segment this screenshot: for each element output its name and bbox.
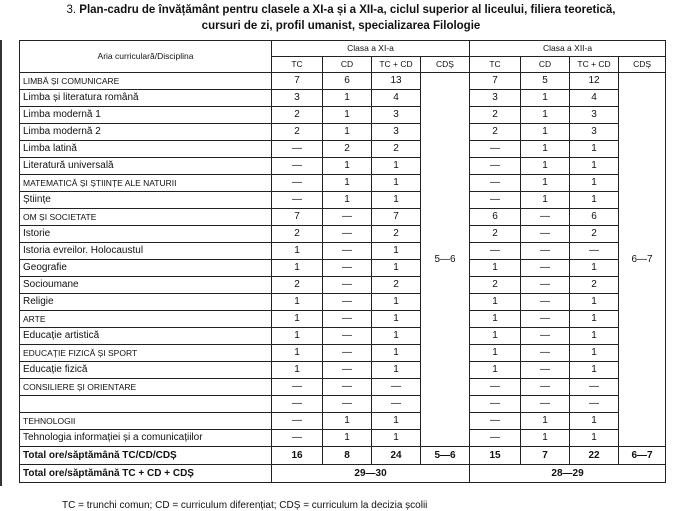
- hours-cell: 2: [372, 226, 421, 243]
- table-row: [20, 192, 666, 209]
- hours-cell: —: [372, 396, 421, 413]
- hours-cell: 1: [570, 260, 619, 277]
- table-row: [20, 141, 666, 158]
- hours-cell: 1: [372, 345, 421, 362]
- hours-cell: 1: [323, 107, 372, 124]
- page-title: [0, 2, 682, 34]
- hours-cell: 3: [272, 90, 323, 107]
- table-row: [20, 362, 666, 379]
- table-row: [20, 260, 666, 277]
- discipline-name: CONSILIERE ȘI ORIENTARE: [20, 379, 272, 396]
- hours-cell: 3: [570, 124, 619, 141]
- hours-cell: —: [570, 243, 619, 260]
- hours-cell: 1: [272, 311, 323, 328]
- total-cell: 5—6: [421, 447, 470, 465]
- title-line-2: cursuri de zi, profil umanist, specializarea Filologie: [201, 20, 481, 32]
- table-row: [20, 226, 666, 243]
- hours-cell: 1: [570, 175, 619, 192]
- discipline-name: Istoria evreilor. Holocaustul: [20, 243, 272, 260]
- curriculum-table: [19, 40, 666, 483]
- total-row-breakdown: [20, 447, 666, 465]
- hours-cell: 2: [372, 141, 421, 158]
- hours-cell: 1: [323, 90, 372, 107]
- table-row: [20, 175, 666, 192]
- hours-cell: —: [521, 260, 570, 277]
- table-row: [20, 124, 666, 141]
- hours-cell: —: [470, 413, 521, 430]
- total-cell: 16: [272, 447, 323, 465]
- hours-cell: 1: [372, 413, 421, 430]
- table-row: [20, 311, 666, 328]
- table-row: [20, 209, 666, 226]
- hours-cell: —: [521, 209, 570, 226]
- hours-cell: 1: [272, 362, 323, 379]
- hours-cell: 1: [470, 294, 521, 311]
- discipline-name: Limba latină: [20, 141, 272, 158]
- hours-cell: —: [470, 430, 521, 447]
- hours-cell: —: [323, 328, 372, 345]
- discipline-name: [20, 396, 272, 413]
- hours-cell: —: [323, 396, 372, 413]
- hours-cell: —: [521, 277, 570, 294]
- total-cell: 24: [372, 447, 421, 465]
- table-row: [20, 294, 666, 311]
- hours-cell: 1: [521, 192, 570, 209]
- table-row: [20, 379, 666, 396]
- hours-cell: —: [470, 192, 521, 209]
- hours-cell: 1: [323, 175, 372, 192]
- hours-cell: 2: [470, 277, 521, 294]
- hours-cell: 2: [470, 226, 521, 243]
- total-cell: 8: [323, 447, 372, 465]
- discipline-name: Religie: [20, 294, 272, 311]
- hours-cell: —: [272, 141, 323, 158]
- hours-cell: 2: [272, 107, 323, 124]
- hours-cell: 6: [323, 73, 372, 90]
- hours-cell: 3: [570, 107, 619, 124]
- table-row: [20, 243, 666, 260]
- header-col-tc-cd: TC + CD: [570, 57, 619, 73]
- hours-cell: 1: [372, 430, 421, 447]
- hours-cell: —: [323, 345, 372, 362]
- hours-cell: —: [470, 158, 521, 175]
- hours-cell: 1: [570, 192, 619, 209]
- hours-cell: 1: [570, 362, 619, 379]
- hours-cell: 1: [521, 430, 570, 447]
- hours-cell: —: [521, 294, 570, 311]
- hours-cell: 1: [570, 294, 619, 311]
- total-cell: 6—7: [619, 447, 666, 465]
- hours-cell: —: [470, 379, 521, 396]
- total-cell: 7: [521, 447, 570, 465]
- hours-cell: 1: [470, 345, 521, 362]
- hours-cell: 3: [372, 124, 421, 141]
- hours-cell: 1: [521, 107, 570, 124]
- hours-cell: —: [323, 294, 372, 311]
- hours-cell: 1: [372, 328, 421, 345]
- header-class-12: Clasa a XII-a: [470, 41, 666, 57]
- header-col-cd: CD: [521, 57, 570, 73]
- hours-cell: —: [470, 141, 521, 158]
- hours-cell: —: [323, 260, 372, 277]
- hours-cell: 6: [570, 209, 619, 226]
- discipline-name: Tehnologia informației și a comunicațiilor: [20, 430, 272, 447]
- hours-cell: 1: [372, 311, 421, 328]
- hours-cell: 1: [372, 243, 421, 260]
- total-cell: 15: [470, 447, 521, 465]
- hours-cell: —: [521, 311, 570, 328]
- hours-cell: —: [272, 192, 323, 209]
- hours-cell: 2: [372, 277, 421, 294]
- hours-cell: —: [323, 311, 372, 328]
- cds-class-11: 5—6: [421, 73, 470, 447]
- hours-cell: —: [570, 396, 619, 413]
- hours-cell: 1: [570, 413, 619, 430]
- hours-cell: —: [521, 328, 570, 345]
- hours-cell: 1: [372, 362, 421, 379]
- hours-cell: 2: [272, 277, 323, 294]
- hours-cell: 1: [272, 294, 323, 311]
- hours-cell: 1: [323, 158, 372, 175]
- hours-cell: 2: [323, 141, 372, 158]
- hours-cell: 12: [570, 73, 619, 90]
- hours-cell: 1: [323, 413, 372, 430]
- hours-cell: 1: [521, 124, 570, 141]
- hours-cell: 1: [272, 328, 323, 345]
- table-row: [20, 396, 666, 413]
- hours-cell: —: [323, 226, 372, 243]
- hours-cell: 6: [470, 209, 521, 226]
- hours-cell: 1: [470, 328, 521, 345]
- hours-cell: 5: [521, 73, 570, 90]
- hours-cell: —: [323, 209, 372, 226]
- hours-cell: 1: [521, 90, 570, 107]
- hours-cell: 1: [521, 175, 570, 192]
- discipline-name: Limba și literatura română: [20, 90, 272, 107]
- discipline-name: ARTE: [20, 311, 272, 328]
- hours-cell: 1: [570, 328, 619, 345]
- hours-cell: 1: [570, 158, 619, 175]
- table-row: [20, 413, 666, 430]
- hours-cell: 2: [470, 107, 521, 124]
- hours-cell: —: [521, 362, 570, 379]
- hours-cell: —: [272, 413, 323, 430]
- discipline-name: Istorie: [20, 226, 272, 243]
- hours-cell: 1: [570, 430, 619, 447]
- hours-cell: 2: [272, 226, 323, 243]
- header-col-cds: CDȘ: [619, 57, 666, 73]
- discipline-name: MATEMATICĂ ȘI ȘTIINȚE ALE NATURII: [20, 175, 272, 192]
- total-label: Total ore/săptămână TC + CD + CDȘ: [20, 465, 272, 483]
- table-row: [20, 107, 666, 124]
- hours-cell: 3: [470, 90, 521, 107]
- hours-cell: —: [272, 158, 323, 175]
- hours-cell: 3: [372, 107, 421, 124]
- hours-cell: —: [470, 396, 521, 413]
- hours-cell: 1: [272, 345, 323, 362]
- discipline-name: LIMBĂ ȘI COMUNICARE: [20, 73, 272, 90]
- hours-cell: —: [470, 175, 521, 192]
- discipline-name: Literatură universală: [20, 158, 272, 175]
- hours-cell: 1: [521, 141, 570, 158]
- header-area: Aria curriculară/Disciplina: [20, 41, 272, 73]
- hours-cell: 7: [272, 209, 323, 226]
- hours-cell: —: [521, 243, 570, 260]
- hours-cell: 7: [470, 73, 521, 90]
- hours-cell: —: [323, 379, 372, 396]
- footnote: TC = trunchi comun; CD = curriculum diferențiat; CDȘ = curriculum la decizia școlii: [62, 500, 428, 511]
- hours-cell: 7: [272, 73, 323, 90]
- hours-cell: 1: [372, 175, 421, 192]
- header-col-tc: TC: [272, 57, 323, 73]
- page-edge-bar: [0, 40, 2, 486]
- table-row: [20, 90, 666, 107]
- hours-cell: —: [272, 379, 323, 396]
- hours-cell: 1: [570, 345, 619, 362]
- discipline-name: TEHNOLOGII: [20, 413, 272, 430]
- discipline-name: Limba modernă 2: [20, 124, 272, 141]
- hours-cell: —: [521, 396, 570, 413]
- discipline-name: EDUCAȚIE FIZICĂ ȘI SPORT: [20, 345, 272, 362]
- hours-cell: 1: [323, 192, 372, 209]
- hours-cell: 2: [570, 226, 619, 243]
- hours-cell: 7: [372, 209, 421, 226]
- discipline-name: Educație artistică: [20, 328, 272, 345]
- hours-cell: 1: [521, 158, 570, 175]
- hours-cell: 1: [272, 243, 323, 260]
- hours-cell: 1: [372, 294, 421, 311]
- hours-cell: 1: [272, 260, 323, 277]
- table-row: [20, 73, 666, 90]
- table-row: [20, 277, 666, 294]
- hours-cell: 1: [470, 362, 521, 379]
- hours-cell: 2: [272, 124, 323, 141]
- hours-cell: 1: [570, 141, 619, 158]
- discipline-name: OM ȘI SOCIETATE: [20, 209, 272, 226]
- hours-cell: 2: [470, 124, 521, 141]
- discipline-name: Limba modernă 1: [20, 107, 272, 124]
- total-label: Total ore/săptămână TC/CD/CDȘ: [20, 447, 272, 465]
- discipline-name: Educație fizică: [20, 362, 272, 379]
- table-row: [20, 158, 666, 175]
- hours-cell: —: [521, 379, 570, 396]
- hours-cell: 1: [470, 260, 521, 277]
- hours-cell: 1: [372, 260, 421, 277]
- discipline-name: Socioumane: [20, 277, 272, 294]
- hours-cell: 1: [521, 413, 570, 430]
- cds-class-12: 6—7: [619, 73, 666, 447]
- header-col-cd: CD: [323, 57, 372, 73]
- hours-cell: —: [521, 345, 570, 362]
- hours-cell: —: [272, 175, 323, 192]
- hours-cell: —: [323, 362, 372, 379]
- title-line-1: 3. Plan-cadru de învățământ pentru clasele a XI-a și a XII-a, ciclul superior al liceului, filiera teoretică,: [66, 4, 616, 16]
- hours-cell: 13: [372, 73, 421, 90]
- hours-cell: —: [272, 396, 323, 413]
- hours-cell: 4: [372, 90, 421, 107]
- hours-cell: —: [470, 243, 521, 260]
- discipline-name: Geografie: [20, 260, 272, 277]
- hours-cell: —: [521, 226, 570, 243]
- hours-cell: 1: [570, 311, 619, 328]
- hours-cell: 4: [570, 90, 619, 107]
- hours-cell: 1: [470, 311, 521, 328]
- total-sum-class-12: 28—29: [470, 465, 666, 483]
- hours-cell: —: [323, 277, 372, 294]
- table-row: [20, 430, 666, 447]
- table-row: [20, 345, 666, 362]
- hours-cell: 1: [323, 124, 372, 141]
- total-cell: 22: [570, 447, 619, 465]
- hours-cell: 1: [372, 158, 421, 175]
- header-col-tc: TC: [470, 57, 521, 73]
- total-sum-class-11: 29—30: [272, 465, 470, 483]
- hours-cell: —: [272, 430, 323, 447]
- discipline-name: Științe: [20, 192, 272, 209]
- hours-cell: —: [323, 243, 372, 260]
- hours-cell: 2: [570, 277, 619, 294]
- hours-cell: 1: [372, 192, 421, 209]
- header-col-tc-cd: TC + CD: [372, 57, 421, 73]
- hours-cell: —: [372, 379, 421, 396]
- table-body: [20, 73, 666, 447]
- hours-cell: 1: [323, 430, 372, 447]
- table-row: [20, 328, 666, 345]
- total-row-sum: [20, 465, 666, 483]
- header-col-cds: CDȘ: [421, 57, 470, 73]
- header-class-11: Clasa a XI-a: [272, 41, 470, 57]
- hours-cell: —: [570, 379, 619, 396]
